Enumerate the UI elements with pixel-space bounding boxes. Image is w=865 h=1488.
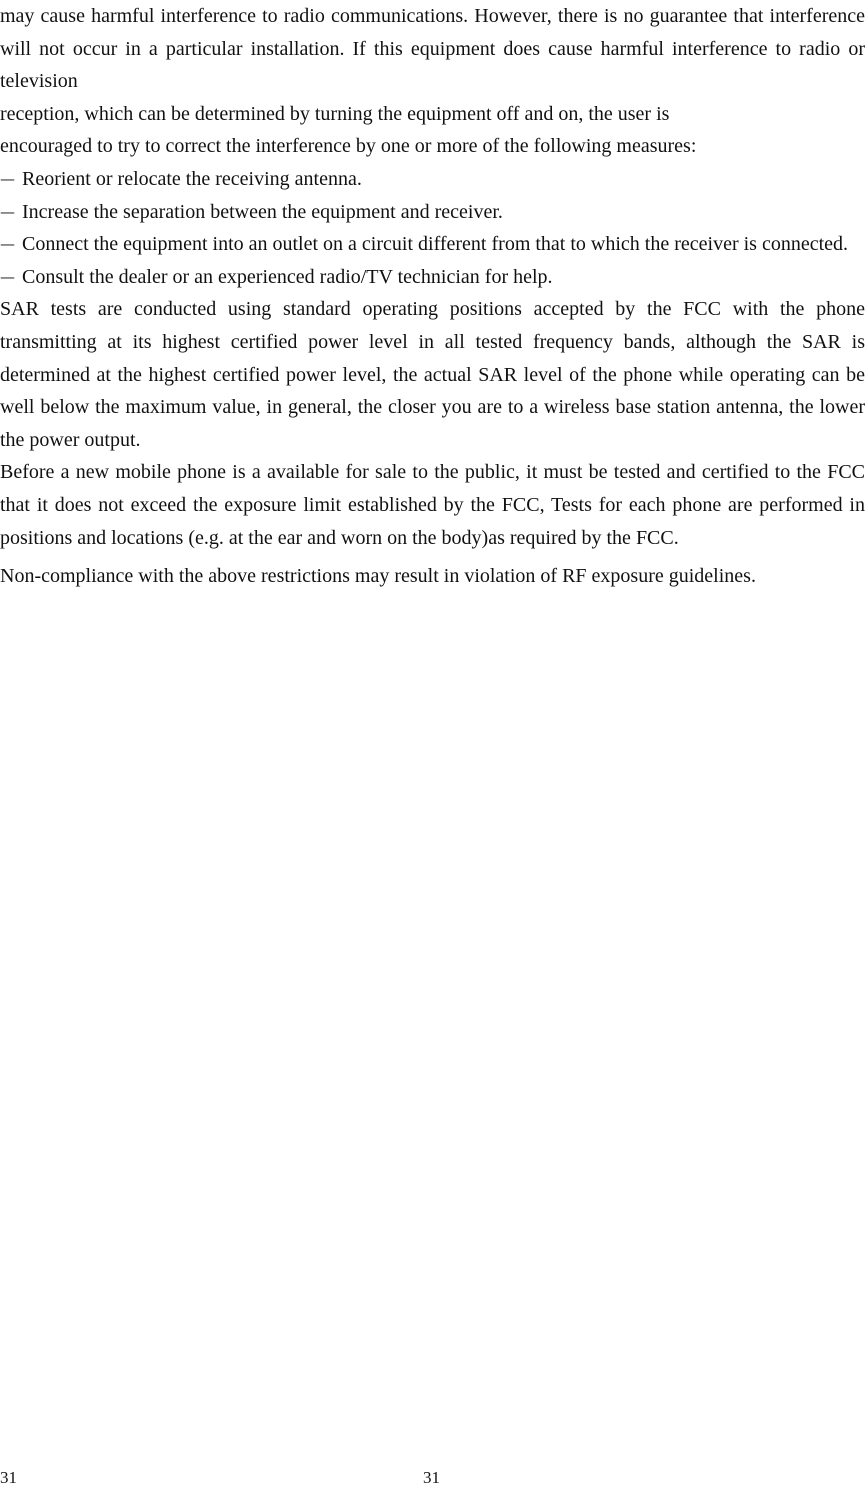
paragraph-sar-tests: SAR tests are conducted using standard operating positions accepted by the FCC with the phone transmitting at its highest certified power level in all tested frequency bands, although the SAR is determined at the highest certified power level, the actual SAR level of the phone while operating can be well below the maximum value, in general, the closer you are to a wireless base station antenna, the lower the power output.	[0, 298, 865, 451]
paragraph-interference: may cause harmful interference to radio communications. However, there is no guarantee that interference will not occur in a particular installation. If this equipment does cause harmful interference to radio or television	[0, 5, 865, 93]
page-number-left: 31	[0, 1468, 17, 1487]
list-item-text: Connect the equipment into an outlet on a circuit different from that to which the receiver is connected.	[22, 233, 849, 256]
list-item-text: Consult the dealer or an experienced radio/TV technician for help.	[22, 265, 553, 288]
dash-bullet: —	[0, 202, 15, 221]
paragraph-measures-intro: encouraged to try to correct the interference by one or more of the following measures:	[0, 135, 697, 158]
list-item	[0, 196, 865, 229]
list-item	[0, 261, 865, 294]
paragraph-reception: reception, which can be determined by turning the equipment off and on, the user is	[0, 102, 670, 125]
page-content	[0, 0, 865, 593]
list-item	[0, 163, 865, 196]
list-item-text: Increase the separation between the equipment and receiver.	[22, 200, 503, 223]
list-item	[0, 228, 865, 261]
page-number-center: 31	[423, 1468, 440, 1487]
dash-bullet: —	[0, 267, 15, 286]
paragraph-certification: Before a new mobile phone is a available for sale to the public, it must be tested and certified to the FCC that it does not exceed the exposure limit established by the FCC, Tests for each phone are performed in positions and locations (e.g. at the ear and worn on the body)as required by the FCC.	[0, 461, 865, 549]
list-item-text: Reorient or relocate the receiving antenna.	[22, 167, 362, 190]
measures-list	[0, 163, 865, 293]
dash-bullet: —	[0, 235, 15, 254]
dash-bullet: —	[0, 169, 15, 188]
paragraph-non-compliance: Non-compliance with the above restrictions may result in violation of RF exposure guidelines.	[0, 565, 756, 588]
